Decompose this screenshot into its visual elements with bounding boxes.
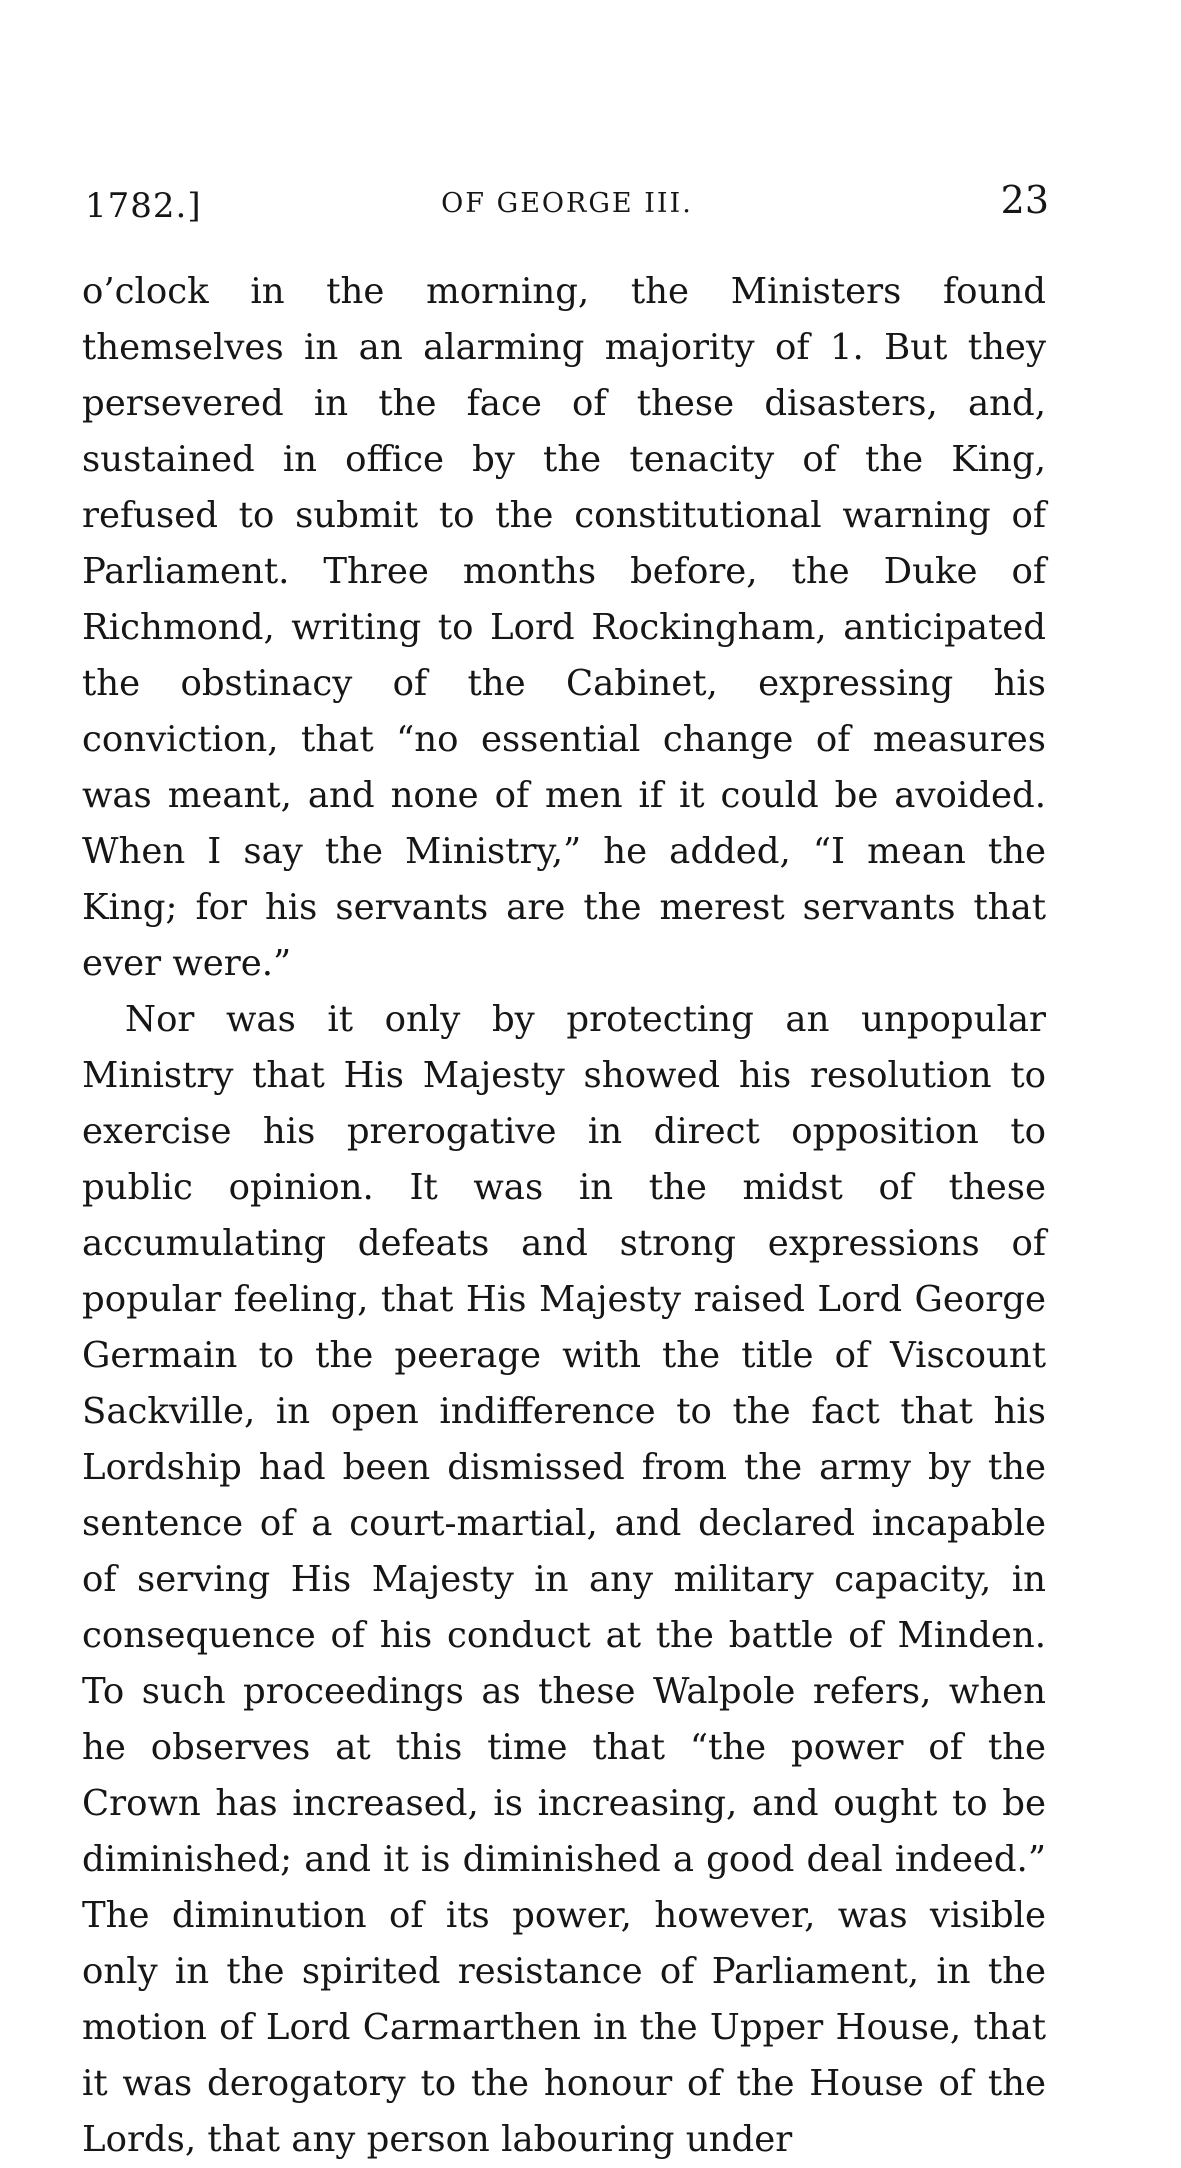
running-header [85, 178, 1049, 232]
paragraph: Nor was it only by protecting an unpopular Ministry that His Majesty showed his resolution to exercise his prerogative in direct opposition to public opinion. It was in the midst of these accumulating defeats and strong expressions of popular feeling, that His Majesty raised Lord George Germain to the peerage with the title of Viscount Sackville, in open indifference to the fact that his Lordship had been dismissed from the army by the sentence of a court-martial, and declared incapable of serving His Majesty in any military capacity, in consequence of his conduct at the battle of Minden. To such proceedings as these Walpole refers, when he observes at this time that “the power of the Crown has increased, is increasing, and ought to be diminished; and it is diminished a good deal indeed.” The diminution of its power, however, was visible only in the spirited resistance of Parliament, in the motion of Lord Carmarthen in the Upper House, that it was derogatory to the honour of the House of the Lords, that any person labouring under [82, 999, 1046, 2160]
paragraph-continuation: o’clock in the morning, the Ministers found themselves in an alarming majority of 1. But they persevered in the face of these disasters, and, sustained in office by the tenacity of the King, refused to submit to the constitutional warning of Parliament. Three months before, the Duke of Richmond, writing to Lord Rockingham, anticipated the obstinacy of the Cabinet, expressing his conviction, that “no essential change of measures was meant, and none of men if it could be avoided. When I say the Ministry,” he added, “I mean the King; for his servants are the merest servants that ever were.” [82, 271, 1046, 984]
running-title: OF GEORGE III. [441, 188, 693, 219]
page-number: 23 [1000, 178, 1049, 222]
body-text [82, 264, 1046, 2168]
header-year: 1782.] [85, 186, 202, 226]
